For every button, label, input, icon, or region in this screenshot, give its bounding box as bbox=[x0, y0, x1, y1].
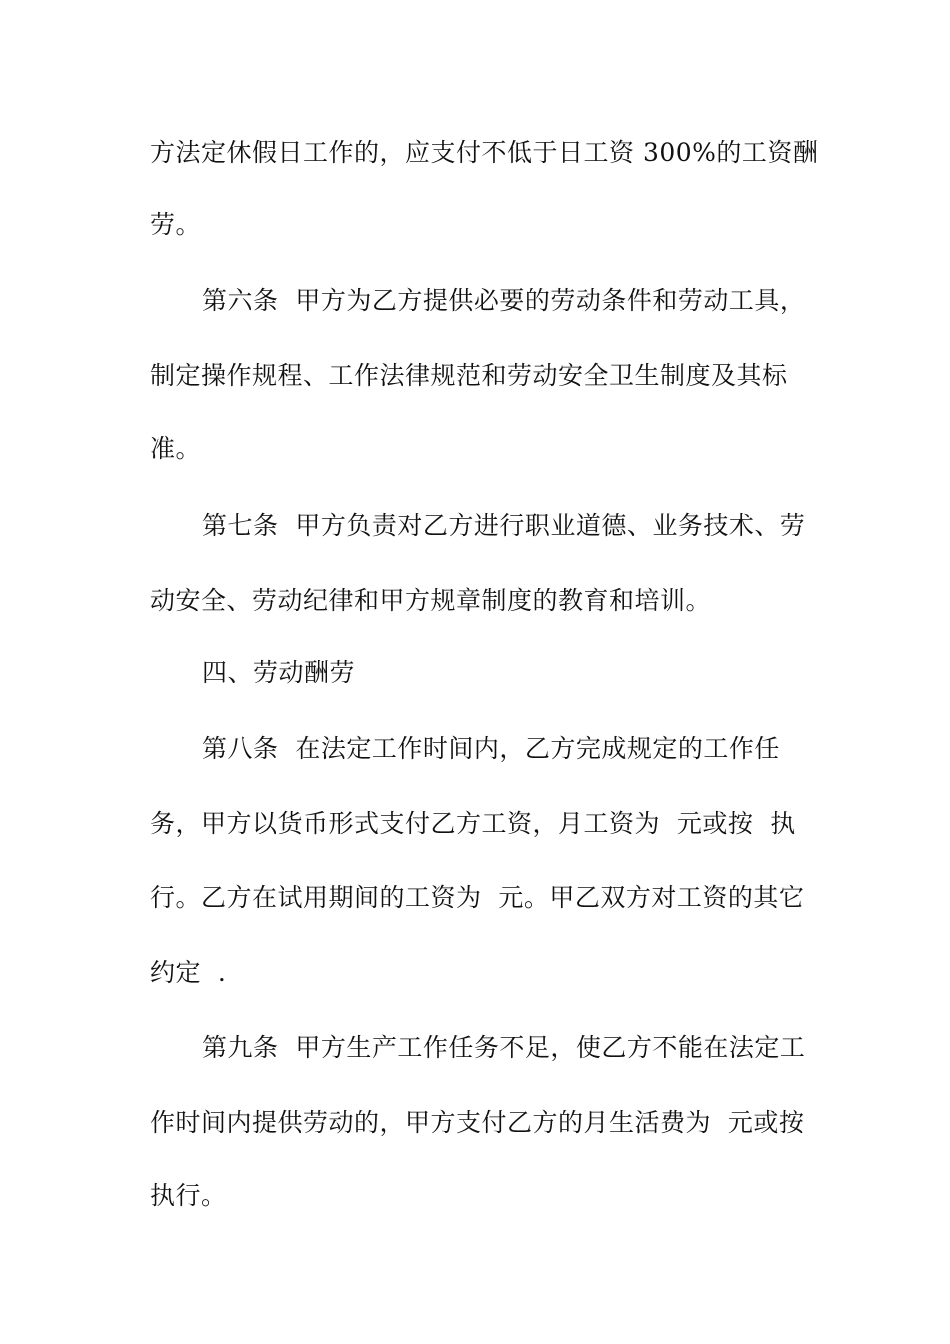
text-line: 劳。 bbox=[150, 210, 202, 239]
text-line: 行。乙方在试用期间的工资为 元。甲乙双方对工资的其它 bbox=[150, 883, 805, 912]
text-line: 作时间内提供劳动的，甲方支付乙方的月生活费为 元或按 bbox=[150, 1108, 805, 1137]
text-line: 方法定休假日工作的，应支付不低于日工资 300%的工资酬 bbox=[150, 138, 819, 167]
article-9-line: 第九条 甲方生产工作任务不足，使乙方不能在法定工 bbox=[202, 1033, 806, 1062]
article-7-line: 第七条 甲方负责对乙方进行职业道德、业务技术、劳 bbox=[202, 511, 806, 540]
text-line: 执行。 bbox=[150, 1181, 227, 1210]
text-line: 动安全、劳动纪律和甲方规章制度的教育和培训。 bbox=[150, 586, 712, 615]
article-8-line: 第八条 在法定工作时间内，乙方完成规定的工作任 bbox=[202, 734, 780, 763]
text-line: 制定操作规程、工作法律规范和劳动安全卫生制度及其标 bbox=[150, 361, 788, 390]
text-line: 准。 bbox=[150, 434, 202, 463]
text-line: 务，甲方以货币形式支付乙方工资，月工资为 元或按 执 bbox=[150, 809, 796, 838]
article-6-line: 第六条 甲方为乙方提供必要的劳动条件和劳动工具， bbox=[202, 286, 806, 315]
section-heading: 四、劳动酬劳 bbox=[202, 658, 356, 687]
text-line: 约定 . bbox=[150, 958, 227, 987]
